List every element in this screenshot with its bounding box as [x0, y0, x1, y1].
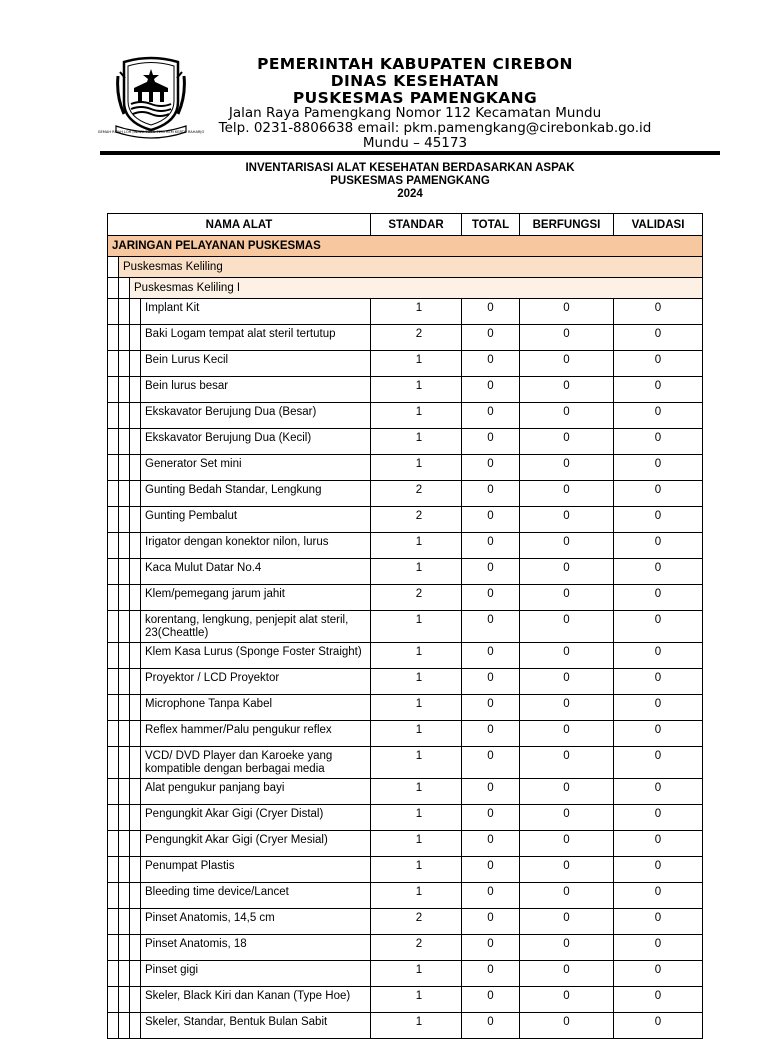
cell-total: 0: [462, 721, 520, 747]
indent-cell: [130, 779, 141, 805]
indent-cell: [130, 1013, 141, 1039]
cell-berfungsi: 0: [520, 669, 614, 695]
cell-standar: 1: [371, 747, 462, 779]
cirebon-regency-seal-logo: [97, 56, 205, 136]
indent-cell: [130, 961, 141, 987]
cell-validasi: 0: [614, 883, 703, 909]
cell-berfungsi: 0: [520, 857, 614, 883]
indent-cell: [119, 481, 130, 507]
cell-validasi: 0: [614, 695, 703, 721]
cell-standar: 1: [371, 805, 462, 831]
indent-cell: [130, 987, 141, 1013]
indent-cell: [130, 611, 141, 643]
cell-validasi: 0: [614, 377, 703, 403]
indent-cell: [108, 883, 119, 909]
cell-total: 0: [462, 455, 520, 481]
cell-nama-alat: Klem/pemegang jarum jahit: [141, 585, 371, 611]
indent-cell: [130, 643, 141, 669]
cell-berfungsi: 0: [520, 695, 614, 721]
cell-total: 0: [462, 533, 520, 559]
indent-cell: [130, 669, 141, 695]
indent-cell: [119, 935, 130, 961]
table-row: [108, 299, 703, 325]
cell-validasi: 0: [614, 533, 703, 559]
cell-validasi: 0: [614, 481, 703, 507]
letterhead-government: PEMERINTAH KABUPATEN CIREBON: [257, 55, 573, 73]
indent-cell: [108, 429, 119, 455]
cell-total: 0: [462, 695, 520, 721]
indent-cell: [130, 377, 141, 403]
table-row: [108, 507, 703, 533]
cell-berfungsi: 0: [520, 1013, 614, 1039]
indent-cell: [130, 909, 141, 935]
cell-standar: 1: [371, 559, 462, 585]
indent-cell: [130, 805, 141, 831]
indent-cell: [119, 883, 130, 909]
indent-cell: [108, 351, 119, 377]
subgroup-label: Puskesmas Keliling: [119, 257, 703, 278]
cell-total: 0: [462, 377, 520, 403]
indent-cell: [130, 721, 141, 747]
cell-nama-alat: Microphone Tanpa Kabel: [141, 695, 371, 721]
cell-berfungsi: 0: [520, 403, 614, 429]
table-row: [108, 455, 703, 481]
cell-nama-alat: Penumpat Plastis: [141, 857, 371, 883]
group-row-puskesmas-keliling: [108, 257, 703, 278]
table-row: [108, 961, 703, 987]
cell-berfungsi: 0: [520, 533, 614, 559]
indent-cell: [119, 429, 130, 455]
indent-cell: [130, 455, 141, 481]
document-subtitle: PUSKESMAS PAMENGKANG: [330, 175, 490, 187]
cell-berfungsi: 0: [520, 909, 614, 935]
cell-standar: 1: [371, 403, 462, 429]
table-row: [108, 643, 703, 669]
table-row: [108, 721, 703, 747]
column-header-nama-alat: NAMA ALAT: [108, 214, 371, 236]
cell-nama-alat: Generator Set mini: [141, 455, 371, 481]
indent-cell: [119, 987, 130, 1013]
table-row: [108, 429, 703, 455]
cell-standar: 2: [371, 325, 462, 351]
indent-cell: [108, 857, 119, 883]
cell-nama-alat: Pengungkit Akar Gigi (Cryer Distal): [141, 805, 371, 831]
cell-berfungsi: 0: [520, 481, 614, 507]
cell-total: 0: [462, 429, 520, 455]
cell-berfungsi: 0: [520, 507, 614, 533]
cell-total: 0: [462, 961, 520, 987]
letterhead-institution: PUSKESMAS PAMENGKANG: [292, 89, 538, 107]
cell-validasi: 0: [614, 559, 703, 585]
cell-validasi: 0: [614, 987, 703, 1013]
cell-total: 0: [462, 669, 520, 695]
table-row: [108, 935, 703, 961]
indent-cell: [108, 747, 119, 779]
table-row: [108, 909, 703, 935]
cell-validasi: 0: [614, 805, 703, 831]
cell-total: 0: [462, 325, 520, 351]
indent-cell: [108, 533, 119, 559]
cell-validasi: 0: [614, 831, 703, 857]
cell-total: 0: [462, 559, 520, 585]
cell-berfungsi: 0: [520, 585, 614, 611]
cell-berfungsi: 0: [520, 883, 614, 909]
indent-cell: [119, 559, 130, 585]
cell-nama-alat: Pinset Anatomis, 14,5 cm: [141, 909, 371, 935]
indent-cell: [108, 643, 119, 669]
cell-standar: 1: [371, 831, 462, 857]
cell-standar: 1: [371, 611, 462, 643]
table-header-row: [108, 214, 703, 236]
indent-cell: [119, 695, 130, 721]
indent-cell: [119, 455, 130, 481]
cell-validasi: 0: [614, 507, 703, 533]
indent-cell: [130, 351, 141, 377]
indent-cell: [108, 299, 119, 325]
indent-cell: [108, 961, 119, 987]
cell-nama-alat: Implant Kit: [141, 299, 371, 325]
cell-standar: 1: [371, 669, 462, 695]
indent-cell: [119, 747, 130, 779]
group-label: JARINGAN PELAYANAN PUSKESMAS: [108, 236, 703, 257]
cell-total: 0: [462, 481, 520, 507]
indent-cell: [108, 278, 119, 299]
cell-total: 0: [462, 747, 520, 779]
indent-cell: [108, 987, 119, 1013]
cell-berfungsi: 0: [520, 351, 614, 377]
cell-nama-alat: Pinset Anatomis, 18: [141, 935, 371, 961]
indent-cell: [119, 779, 130, 805]
cell-total: 0: [462, 805, 520, 831]
table-row: [108, 857, 703, 883]
letterhead-agency: DINAS KESEHATAN: [330, 72, 500, 90]
indent-cell: [130, 935, 141, 961]
column-header-berfungsi: BERFUNGSI: [520, 214, 614, 236]
cell-berfungsi: 0: [520, 429, 614, 455]
cell-nama-alat: Bein lurus besar: [141, 377, 371, 403]
column-header-total: TOTAL: [462, 214, 520, 236]
indent-cell: [130, 533, 141, 559]
indent-cell: [130, 695, 141, 721]
indent-cell: [119, 507, 130, 533]
cell-standar: 1: [371, 299, 462, 325]
cell-nama-alat: Alat pengukur panjang bayi: [141, 779, 371, 805]
cell-standar: 2: [371, 585, 462, 611]
cell-validasi: 0: [614, 747, 703, 779]
indent-cell: [108, 611, 119, 643]
letterhead-address: Jalan Raya Pamengkang Nomor 112 Kecamatan Mundu: [228, 105, 602, 121]
indent-cell: [119, 721, 130, 747]
cell-nama-alat: Bein Lurus Kecil: [141, 351, 371, 377]
indent-cell: [130, 559, 141, 585]
cell-standar: 1: [371, 883, 462, 909]
cell-berfungsi: 0: [520, 299, 614, 325]
cell-nama-alat: Gunting Pembalut: [141, 507, 371, 533]
table-row: [108, 779, 703, 805]
cell-validasi: 0: [614, 857, 703, 883]
cell-standar: 1: [371, 351, 462, 377]
cell-nama-alat: Klem Kasa Lurus (Sponge Foster Straight): [141, 643, 371, 669]
equipment-inventory-table: [107, 213, 703, 1039]
indent-cell: [119, 669, 130, 695]
cell-berfungsi: 0: [520, 935, 614, 961]
indent-cell: [119, 299, 130, 325]
cell-nama-alat: Reflex hammer/Palu pengukur reflex: [141, 721, 371, 747]
cell-berfungsi: 0: [520, 987, 614, 1013]
cell-nama-alat: VCD/ DVD Player dan Karoeke yang kompatible dengan berbagai media: [141, 747, 371, 779]
cell-nama-alat: Baki Logam tempat alat steril tertutup: [141, 325, 371, 351]
indent-cell: [108, 585, 119, 611]
cell-total: 0: [462, 909, 520, 935]
cell-berfungsi: 0: [520, 747, 614, 779]
cell-total: 0: [462, 585, 520, 611]
indent-cell: [108, 455, 119, 481]
document-year: 2024: [397, 188, 423, 200]
cell-standar: 1: [371, 857, 462, 883]
cell-standar: 1: [371, 455, 462, 481]
cell-validasi: 0: [614, 429, 703, 455]
table-row: [108, 747, 703, 779]
table-row: [108, 351, 703, 377]
cell-nama-alat: korentang, lengkung, penjepit alat steril, 23(Cheattle): [141, 611, 371, 643]
indent-cell: [119, 278, 130, 299]
cell-nama-alat: Pinset gigi: [141, 961, 371, 987]
cell-validasi: 0: [614, 721, 703, 747]
cell-berfungsi: 0: [520, 831, 614, 857]
group-row-jaringan: [108, 236, 703, 257]
indent-cell: [119, 351, 130, 377]
indent-cell: [108, 559, 119, 585]
indent-cell: [108, 669, 119, 695]
cell-nama-alat: Skeler, Standar, Bentuk Bulan Sabit: [141, 1013, 371, 1039]
table-row: [108, 883, 703, 909]
column-header-validasi: VALIDASI: [614, 214, 703, 236]
cell-nama-alat: Proyektor / LCD Proyektor: [141, 669, 371, 695]
cell-validasi: 0: [614, 611, 703, 643]
cell-nama-alat: Kaca Mulut Datar No.4: [141, 559, 371, 585]
cell-berfungsi: 0: [520, 325, 614, 351]
cell-nama-alat: Bleeding time device/Lancet: [141, 883, 371, 909]
cell-berfungsi: 0: [520, 377, 614, 403]
cell-total: 0: [462, 507, 520, 533]
table-row: [108, 695, 703, 721]
indent-cell: [119, 831, 130, 857]
cell-validasi: 0: [614, 643, 703, 669]
indent-cell: [108, 1013, 119, 1039]
indent-cell: [130, 857, 141, 883]
indent-cell: [130, 883, 141, 909]
indent-cell: [108, 481, 119, 507]
cell-standar: 1: [371, 721, 462, 747]
indent-cell: [130, 325, 141, 351]
cell-standar: 1: [371, 429, 462, 455]
cell-total: 0: [462, 403, 520, 429]
cell-validasi: 0: [614, 669, 703, 695]
indent-cell: [108, 695, 119, 721]
indent-cell: [119, 377, 130, 403]
indent-cell: [119, 961, 130, 987]
cell-validasi: 0: [614, 325, 703, 351]
cell-standar: 2: [371, 935, 462, 961]
cell-total: 0: [462, 935, 520, 961]
cell-berfungsi: 0: [520, 721, 614, 747]
table-row: [108, 611, 703, 643]
group-row-puskesmas-keliling-i: [108, 278, 703, 299]
indent-cell: [119, 585, 130, 611]
table-row: [108, 669, 703, 695]
indent-cell: [130, 481, 141, 507]
cell-validasi: 0: [614, 909, 703, 935]
cell-validasi: 0: [614, 935, 703, 961]
indent-cell: [108, 831, 119, 857]
cell-total: 0: [462, 611, 520, 643]
cell-validasi: 0: [614, 779, 703, 805]
cell-berfungsi: 0: [520, 559, 614, 585]
indent-cell: [130, 403, 141, 429]
indent-cell: [130, 429, 141, 455]
cell-total: 0: [462, 351, 520, 377]
table-row: [108, 831, 703, 857]
indent-cell: [119, 643, 130, 669]
indent-cell: [130, 299, 141, 325]
indent-cell: [108, 257, 119, 278]
indent-cell: [119, 403, 130, 429]
indent-cell: [130, 585, 141, 611]
table-row: [108, 585, 703, 611]
indent-cell: [119, 533, 130, 559]
table-row: [108, 481, 703, 507]
cell-total: 0: [462, 643, 520, 669]
indent-cell: [108, 935, 119, 961]
indent-cell: [119, 611, 130, 643]
cell-berfungsi: 0: [520, 643, 614, 669]
cell-berfungsi: 0: [520, 805, 614, 831]
indent-cell: [108, 721, 119, 747]
cell-total: 0: [462, 779, 520, 805]
letterhead-contact: Telp. 0231-8806638 email: pkm.pamengkang@cirebonkab.go.id: [218, 120, 652, 136]
cell-berfungsi: 0: [520, 455, 614, 481]
cell-validasi: 0: [614, 351, 703, 377]
cell-standar: 1: [371, 779, 462, 805]
cell-standar: 1: [371, 987, 462, 1013]
cell-validasi: 0: [614, 585, 703, 611]
table-row: [108, 377, 703, 403]
column-header-standar: STANDAR: [371, 214, 462, 236]
cell-nama-alat: Ekskavator Berujung Dua (Kecil): [141, 429, 371, 455]
cell-standar: 2: [371, 909, 462, 935]
indent-cell: [119, 857, 130, 883]
table-row: [108, 987, 703, 1013]
cell-validasi: 0: [614, 961, 703, 987]
cell-total: 0: [462, 1013, 520, 1039]
cell-standar: 2: [371, 481, 462, 507]
cell-validasi: 0: [614, 1013, 703, 1039]
cell-berfungsi: 0: [520, 779, 614, 805]
letterhead-divider: [100, 151, 720, 155]
cell-total: 0: [462, 831, 520, 857]
indent-cell: [130, 831, 141, 857]
cell-standar: 1: [371, 533, 462, 559]
indent-cell: [119, 1013, 130, 1039]
indent-cell: [108, 325, 119, 351]
cell-berfungsi: 0: [520, 611, 614, 643]
cell-total: 0: [462, 299, 520, 325]
cell-standar: 1: [371, 1013, 462, 1039]
logo-motto: GEMAH RIPAH LOH JINAWI TOTO TENTREM KERTO RAHARJO: [97, 130, 205, 134]
cell-validasi: 0: [614, 403, 703, 429]
letterhead: [0, 0, 768, 160]
cell-total: 0: [462, 883, 520, 909]
cell-standar: 1: [371, 643, 462, 669]
cell-nama-alat: Ekskavator Berujung Dua (Besar): [141, 403, 371, 429]
cell-validasi: 0: [614, 455, 703, 481]
letterhead-city: Mundu – 45173: [362, 135, 468, 151]
cell-total: 0: [462, 987, 520, 1013]
cell-standar: 1: [371, 695, 462, 721]
cell-berfungsi: 0: [520, 961, 614, 987]
cell-standar: 1: [371, 961, 462, 987]
cell-total: 0: [462, 857, 520, 883]
table-row: [108, 403, 703, 429]
indent-cell: [108, 909, 119, 935]
indent-cell: [108, 377, 119, 403]
document-title: INVENTARISASI ALAT KESEHATAN BERDASARKAN ASPAK: [245, 162, 575, 174]
subsubgroup-label: Puskesmas Keliling I: [130, 278, 703, 299]
indent-cell: [130, 507, 141, 533]
table-row: [108, 533, 703, 559]
cell-nama-alat: Irigator dengan konektor nilon, lurus: [141, 533, 371, 559]
indent-cell: [108, 507, 119, 533]
indent-cell: [108, 805, 119, 831]
table-row: [108, 1013, 703, 1039]
cell-nama-alat: Skeler, Black Kiri dan Kanan (Type Hoe): [141, 987, 371, 1013]
cell-nama-alat: Gunting Bedah Standar, Lengkung: [141, 481, 371, 507]
indent-cell: [119, 909, 130, 935]
indent-cell: [108, 403, 119, 429]
indent-cell: [119, 805, 130, 831]
cell-validasi: 0: [614, 299, 703, 325]
table-row: [108, 325, 703, 351]
table-row: [108, 559, 703, 585]
cell-nama-alat: Pengungkit Akar Gigi (Cryer Mesial): [141, 831, 371, 857]
cell-standar: 1: [371, 377, 462, 403]
table-row: [108, 805, 703, 831]
indent-cell: [108, 779, 119, 805]
cell-standar: 2: [371, 507, 462, 533]
indent-cell: [119, 325, 130, 351]
indent-cell: [130, 747, 141, 779]
